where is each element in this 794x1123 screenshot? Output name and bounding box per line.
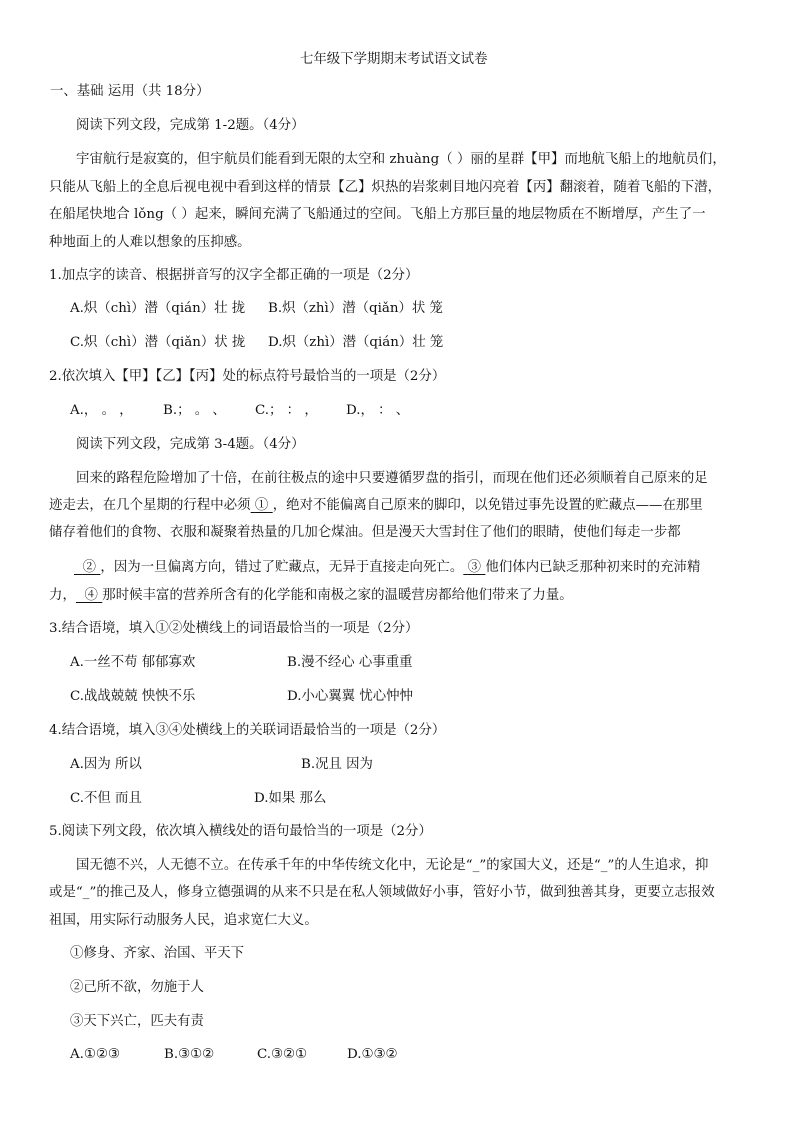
passage2-text: 迹走去，在几个星期的行程中必须 <box>49 498 251 513</box>
passage1-line: 种地面上的人难以想象的压抑感。 <box>49 235 251 250</box>
passage2-text: ，因为一旦偏离方向，错过了贮藏点，无异于直接走向死亡。 <box>100 560 464 575</box>
question-1-option-a: A.炽（chì）潜（qián）壮 拢 <box>70 301 246 316</box>
question-1-option-c: C.炽（chì）潜（qiǎn）状 拢 <box>70 335 246 350</box>
question-1-stem: 1.加点字的读音、根据拼音写的汉字全都正确的一项是（2分） <box>49 268 419 283</box>
question-2-option-c: C.； ： ， <box>255 403 318 418</box>
passage2-text: 那时候丰富的营养所含有的化学能和南极之家的温暖营房都给他们带来了力量。 <box>102 588 573 603</box>
blank-4-label: ④ <box>84 588 98 603</box>
passage2-text: ，绝对不能偏离自己原来的脚印，以免错过事先设置的贮藏点——在那里 <box>272 498 703 513</box>
question-3-option-b: B.漫不经心 心事重重 <box>287 655 413 670</box>
passage2-line <box>49 497 703 515</box>
passage2-text: 他们体内已缺乏那种初来时的充沛精 <box>485 560 701 575</box>
question-5-passage-line: 或是“_”的推己及人，修身立德强调的从来不只是在私人领域做好小事，管好小节，做到独善其身，更要立志报效 <box>49 885 715 900</box>
blank-3 <box>463 560 485 575</box>
question-4-option-a: A.因为 所以 <box>70 757 142 772</box>
question-5-item-2: ②己所不欲，勿施于人 <box>70 980 204 995</box>
section-heading: 一、基础 运用（共 18分） <box>50 84 210 99</box>
passage1-line: 宇宙航行是寂寞的，但宇航员们能看到无限的太空和 zhuàng（ ）丽的星群【甲】而地航飞船上的地航员们， <box>76 152 726 167</box>
passage2-line <box>74 559 700 577</box>
question-2-option-a: A.， 。 ， <box>70 403 133 418</box>
question-5-passage-line: 祖国，用实际行动服务人民，追求宽仁大义。 <box>49 913 318 928</box>
blank-3-label: ③ <box>467 560 482 575</box>
passage2-line: 回来的路程危险增加了十倍，在前往极点的途中只要遵循罗盘的指引，而现在他们还必须顺着自己原来的足 <box>76 471 708 486</box>
question-4-option-b: B.况且 因为 <box>301 757 373 772</box>
question-5-passage-line: 国无德不兴，人无德不立。在传承千年的中华传统文化中，无论是“_”的家国大义，还是“_”的人生追求，抑 <box>76 858 709 873</box>
question-5-option-c: C.③②① <box>257 1047 308 1062</box>
question-2-option-b: B.； 。 、 <box>163 403 226 418</box>
passage1-line: 只能从飞船上的全息后视电视中看到这样的情景【乙】炽热的岩浆刺目地闪亮着【丙】翻滚着，随着飞船的下潜， <box>49 180 722 195</box>
question-1-option-d: D.炽（zhì）潜（qián）壮 笼 <box>268 335 444 350</box>
question-5-option-d: D.①③② <box>347 1047 398 1062</box>
passage2-line <box>49 587 573 605</box>
question-5-stem: 5.阅读下列文段，依次填入横线处的语句最恰当的一项是（2分） <box>49 824 432 839</box>
question-3-option-c: C.战战兢兢 怏怏不乐 <box>70 689 196 704</box>
reading-intro-1: 阅读下列文段，完成第 1-2题。（4分） <box>76 118 305 133</box>
question-5-item-3: ③天下兴亡，匹夫有责 <box>70 1014 204 1029</box>
question-1-option-b: B.炽（zhì）潜（qiǎn）状 笼 <box>268 301 443 316</box>
question-3-option-a: A.一丝不苟 郁郁寡欢 <box>70 655 196 670</box>
question-4-option-c: C.不但 而且 <box>70 791 142 806</box>
blank-1-label: ① <box>254 498 269 513</box>
reading-intro-2: 阅读下列文段，完成第 3-4题。（4分） <box>76 437 305 452</box>
question-5-option-b: B.③①② <box>164 1047 215 1062</box>
question-2-option-d: D.， ： 、 <box>346 403 410 418</box>
passage2-line: 储存着他们的食物、衣服和凝聚着热量的几加仑煤油。但是漫天大雪封住了他们的眼睛，使他们每走一步都 <box>49 525 681 540</box>
blank-1 <box>251 498 273 513</box>
question-2-stem: 2.依次填入【甲】【乙】【丙】处的标点符号最恰当的一项是（2分） <box>49 369 446 384</box>
question-5-item-1: ①修身、齐家、治国、平天下 <box>70 946 245 961</box>
page-title: 七年级下学期期末考试语文试卷 <box>300 52 488 67</box>
question-3-option-d: D.小心翼翼 忧心忡忡 <box>287 689 413 704</box>
question-4-option-d: D.如果 那么 <box>254 791 327 806</box>
question-3-stem: 3.结合语境，填入①②处横线上的词语最恰当的一项是（2分） <box>49 621 419 636</box>
question-5-option-a: A.①②③ <box>70 1047 120 1062</box>
blank-4 <box>76 588 102 603</box>
blank-2-label: ② <box>82 560 97 575</box>
passage1-line: 在船尾快地合 lǒng（ ）起来，瞬间充满了飞船通过的空间。飞船上方那巨量的地层物质在不断增厚，产生了一 <box>49 207 706 222</box>
question-4-stem: 4.结合语境，填入③④处横线上的关联词语最恰当的一项是（2分） <box>49 723 446 738</box>
blank-2 <box>74 560 100 575</box>
passage2-text: 力， <box>49 588 76 603</box>
